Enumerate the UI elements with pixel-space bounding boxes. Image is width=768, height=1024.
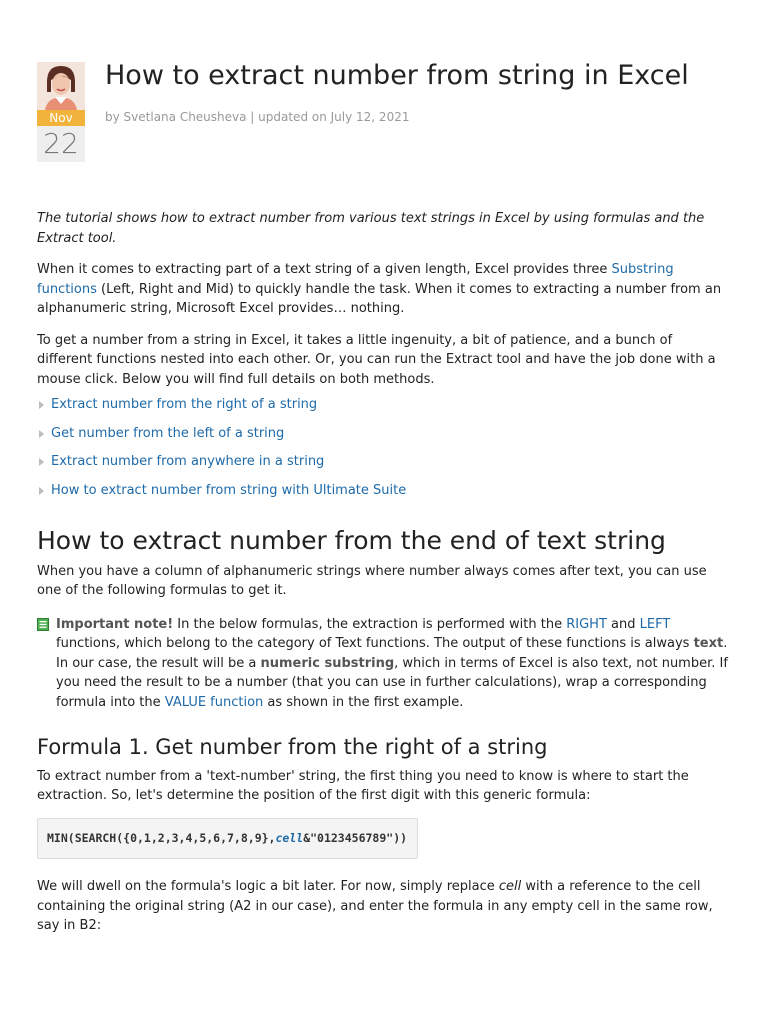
caret-right-icon xyxy=(39,458,44,466)
followup-text-after: with a reference to the cell containing the original string (A2 in our case), and enter the formula in any empty cell in the same row, say in B2: xyxy=(37,879,713,933)
author-avatar[interactable] xyxy=(37,62,85,110)
toc-item xyxy=(37,452,729,481)
byline-updated-label: | updated on xyxy=(246,110,331,124)
intro-text: The tutorial shows how to extract number from various text strings in Excel by using formulas and the Extract tool. xyxy=(37,211,705,246)
right-function-link[interactable]: RIGHT xyxy=(566,616,607,632)
important-note xyxy=(37,615,729,713)
formula1-paragraph: To extract number from a 'text-number' string, the first thing you need to know is where to start the extraction. So, let's determine the position of the first digit with this generic formula: xyxy=(37,768,689,803)
section-heading-end-of-string: How to extract number from the end of text string xyxy=(37,526,666,555)
toc-item xyxy=(37,395,729,424)
para1-text-after: (Left, Right and Mid) to quickly handle the task. When it comes to extracting a number from an alphanumeric string, Microsoft Excel provides… nothing. xyxy=(37,281,722,316)
page-title: How to extract number from string in Excel xyxy=(105,60,689,91)
para1-text-before: When it comes to extracting part of a text string of a given length, Excel provides three xyxy=(37,262,612,277)
value-function-link[interactable]: VALUE function xyxy=(164,694,264,710)
toc-link-ultimate-suite[interactable]: How to extract number from string with Ultimate Suite xyxy=(51,482,407,498)
caret-right-icon xyxy=(39,430,44,438)
article-content xyxy=(37,209,729,948)
toc-link-left[interactable]: Get number from the left of a string xyxy=(51,425,285,441)
formula-code-block[interactable] xyxy=(37,818,418,860)
note-text-6: as shown in the first example. xyxy=(263,694,464,710)
followup-variable-cell: cell xyxy=(498,879,522,894)
author-link[interactable]: Svetlana Cheusheva xyxy=(123,110,247,124)
toc-item xyxy=(37,481,729,510)
note-bold-numeric-substring: numeric substring xyxy=(260,655,395,671)
code-text-before: MIN(SEARCH({0,1,2,3,4,5,6,7,8,9}, xyxy=(47,830,276,845)
table-of-contents xyxy=(37,395,729,509)
code-text-after: &"0123456789")) xyxy=(303,830,408,845)
note-text-1: In the below formulas, the extraction is performed with the xyxy=(173,616,567,632)
byline xyxy=(105,110,409,124)
paragraph-ingenuity: To get a number from a string in Excel, it takes a little ingenuity, a bit of patience, and a bunch of different functions nested into each other. Or, you can run the Extract tool and have the job done with a mouse click. Below you will find full details on both methods. xyxy=(37,332,716,387)
note-text-5: , which in terms of Excel is also text, not number. If you need the result to be a number (that you can use in further calculations), wrap a corresponding formula into the xyxy=(56,655,728,710)
date-month: Nov xyxy=(37,110,85,126)
note-text-3: functions, which belong to the category of Text functions. The output of these functions is always xyxy=(56,636,694,651)
left-function-link[interactable]: LEFT xyxy=(639,616,671,632)
note-icon xyxy=(37,618,49,631)
note-bold-text: text xyxy=(693,636,724,651)
caret-right-icon xyxy=(39,401,44,409)
date-day: 22 xyxy=(37,126,85,162)
formula1-followup-paragraph xyxy=(37,877,729,936)
toc-link-right[interactable]: Extract number from the right of a string xyxy=(51,397,318,412)
section1-paragraph: When you have a column of alphanumeric strings where number always comes after text, you can use one of the following formulas to get it. xyxy=(37,563,707,598)
caret-right-icon xyxy=(39,487,44,495)
followup-text-before: We will dwell on the formula's logic a bit later. For now, simply replace xyxy=(37,879,499,894)
paragraph-substring xyxy=(37,260,729,319)
note-text-2: and xyxy=(606,616,640,632)
updated-date: July 12, 2021 xyxy=(330,110,410,124)
toc-link-anywhere[interactable]: Extract number from anywhere in a string xyxy=(51,454,325,469)
toc-item xyxy=(37,424,729,453)
substring-functions-link[interactable]: Substring functions xyxy=(37,262,674,297)
formula1-heading: Formula 1. Get number from the right of a string xyxy=(37,735,548,759)
byline-prefix: by xyxy=(105,110,124,124)
note-text-4: . In our case, the result will be a xyxy=(56,636,728,671)
important-note-label: Important note! xyxy=(56,616,174,632)
code-variable-cell: cell xyxy=(275,830,304,845)
avatar-portrait-icon xyxy=(37,62,85,110)
